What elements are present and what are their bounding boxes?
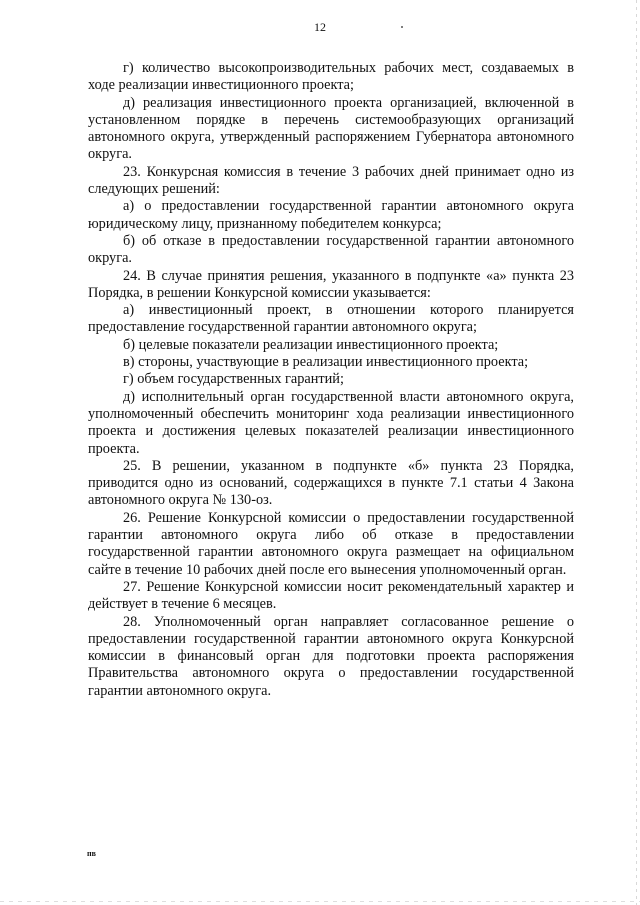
scan-edge-right [636, 0, 637, 905]
paragraph-26: 26. Решение Конкурсной комиссии о предоставлении государственной гарантии автономного округа либо об отказе в предоставлении государственной гарантии автономного округа размещает на официальном сайте в течение 10 рабочих дней после его вынесения уполномоченный орган. [88, 509, 574, 578]
paragraph-23-a: а) о предоставлении государственной гарантии автономного округа юридическому лицу, признанному победителем конкурса; [88, 198, 574, 232]
paragraph-25: 25. В решении, указанном в подпункте «б» пункта 23 Порядка, приводится одно из оснований, содержащихся в пункте 7.1 статьи 4 Закона автономного округа № 130-оз. [88, 457, 574, 509]
paragraph-item-g: г) количество высокопроизводительных рабочих мест, создаваемых в ходе реализации инвестиционного проекта; [88, 60, 574, 94]
paragraph-24-v: в) стороны, участвующие в реализации инвестиционного проекта; [123, 354, 529, 371]
paragraph-24-d: д) исполнительный орган государственной власти автономного округа, уполномоченный обеспечить мониторинг хода реализации инвестиционного проекта и достижения целевых показателей реализации инвестиционного проекта. [88, 388, 574, 457]
paragraph-24-g: г) объем государственных гарантий; [123, 371, 344, 388]
document-body [88, 60, 574, 700]
paragraph-23-b: б) об отказе в предоставлении государственной гарантии автономного округа. [88, 232, 574, 267]
scan-speck [401, 26, 403, 28]
paragraph-24-b: б) целевые показатели реализации инвестиционного проекта; [123, 336, 499, 353]
scan-edge-bottom [0, 901, 640, 902]
paragraph-27: 27. Решение Конкурсной комиссии носит рекомендательный характер и действует в течение 6 месяцев. [88, 578, 574, 613]
paragraph-24-a: а) инвестиционный проект, в отношении которого планируется предоставление государственной гарантии автономного округа; [88, 302, 574, 336]
paragraph-item-d: д) реализация инвестиционного проекта организацией, включенной в установленном порядке в перечень системообразующих организаций автономного округа, утвержденный распоряжением Губернатора автономного округа. [88, 94, 574, 163]
paragraph-23: 23. Конкурсная комиссия в течение 3 рабочих дней принимает одно из следующих решений: [88, 163, 574, 198]
page-number: 12 [314, 20, 326, 34]
paragraph-28: 28. Уполномоченный орган направляет согласованное решение о предоставлении государственной гарантии автономного округа Конкурсной комиссии в финансовый орган для подготовки проекта распоряжения Правительства автономного округа о предоставлении государственной гарантии автономного округа. [88, 613, 574, 699]
paragraph-24: 24. В случае принятия решения, указанного в подпункте «а» пункта 23 Порядка, в решении Конкурсной комиссии указывается: [88, 267, 574, 301]
footer-initials: пв [87, 849, 96, 858]
